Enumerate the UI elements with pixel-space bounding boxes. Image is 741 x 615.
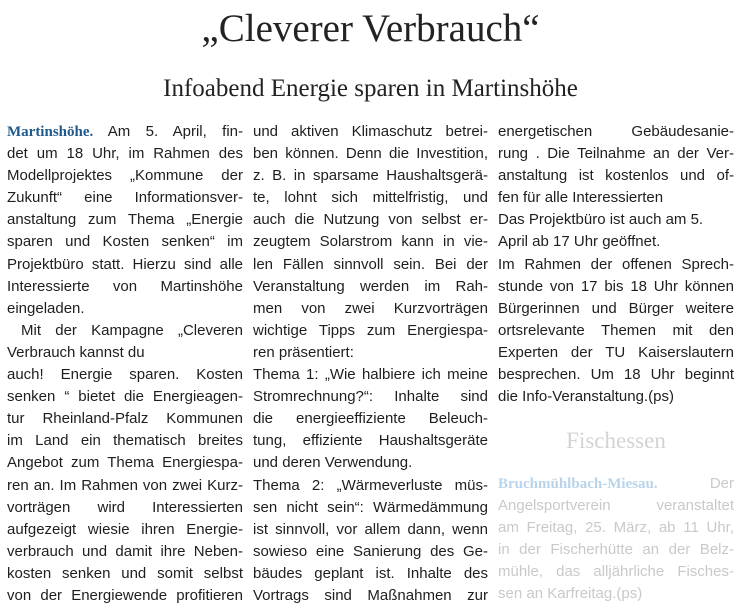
text-line: am Freitag, 25. März, ab 11 Uhr, <box>498 519 734 537</box>
text-line: Thema 1: „Wie halbiere ich meine <box>253 366 488 384</box>
article-column-3 <box>498 121 734 408</box>
text-line: sen nicht sein“: Wärmedämmung <box>253 498 488 516</box>
text-line: im Land ein thematisch breites <box>7 432 243 450</box>
text-line: Thema 2: „Wärmeverluste müs- <box>253 476 488 494</box>
text-line: Projektbüro statt. Hierzu sind alle <box>7 255 243 273</box>
text-line: te, lohnt sich mittelfristig, und <box>253 189 488 207</box>
text-line: Im Rahmen der offenen Sprech- <box>498 255 734 273</box>
text-line: ren an. Im Rahmen von zwei Kurz- <box>7 476 243 494</box>
dateline: Martinshöhe. <box>7 124 94 140</box>
text-line: und aktiven Klimaschutz betrei- <box>253 123 488 140</box>
text-line: auch! Energie sparen. Kosten <box>7 366 243 384</box>
text-line: eingeladen. <box>7 299 85 317</box>
text-line: Verbrauch kannst du <box>7 343 145 361</box>
text-line: tur Rheinland-Pfalz Kommunen <box>7 410 243 428</box>
text-line: von der Energiewende profitieren <box>7 586 243 604</box>
text-line: die energieeffiziente Beleuch- <box>253 410 488 428</box>
text-line: vorträgen wird Interessierten <box>7 498 243 516</box>
text-line: Bürgerinnen und Bürger weitere <box>498 299 734 317</box>
text-line: ben können. Denn die Investition, <box>253 145 488 163</box>
text-line: verbrauch und damit ihre Neben- <box>7 542 243 560</box>
text-line: Vortrags sind Maßnahmen zur <box>253 586 488 604</box>
text-line: bäudes geplant ist. Inhalte des <box>253 564 488 582</box>
text-line: men von zwei Kurzvorträgen <box>253 299 488 317</box>
text-line: kosten senken und somit selbst <box>7 564 243 582</box>
text-line: energetischen Gebäudesanie- <box>498 123 734 140</box>
text-line: aufgezeigt wiesie ihren Energie- <box>7 520 243 538</box>
text-line: Martinshöhe. Am 5. April, fin- <box>7 123 243 140</box>
text-line: Mit der Kampagne „Cleveren <box>21 321 243 339</box>
text-line: sen an Karfreitag.(ps) <box>498 585 643 603</box>
text-line: Stromrechnung?“: Inhalte sind <box>253 388 488 406</box>
article-column-2 <box>253 121 488 607</box>
text-line: mühle, das alljährliche Fisches- <box>498 563 734 581</box>
text-line: Das Projektbüro ist auch am 5. <box>498 211 704 229</box>
text-line: Angelsportverein veranstaltet <box>498 497 734 515</box>
text-line: senken “ bietet die Energieagen- <box>7 388 243 406</box>
next-article-body <box>498 473 734 606</box>
text-line: besprechen. Um 18 Uhr beginnt <box>498 366 734 384</box>
text-line: Modellprojektes „Kommune der <box>7 167 243 185</box>
text-line: stunde von 17 bis 18 Uhr können <box>498 277 734 295</box>
text-line: ortsrelevante Themen mit den <box>498 321 734 339</box>
text-line: ren präsentiert: <box>253 343 354 361</box>
text-line: auch die Nutzung von selbst er- <box>253 211 488 229</box>
article-column-1 <box>7 121 243 607</box>
text-line: det um 18 Uhr, im Rahmen des <box>7 145 243 163</box>
text-line: anstaltung zum Thema „Energie <box>7 211 243 229</box>
text-line: Experten der TU Kaiserslautern <box>498 343 734 361</box>
next-article-title: Fischessen <box>566 428 666 453</box>
text-line: und deren Verwendung. <box>253 454 413 472</box>
text-line: len Fällen sinnvoll sein. Bei der <box>253 255 488 273</box>
text-line: Interessierte von Martinshöhe <box>7 277 243 295</box>
text-line: sparen und Kosten senken“ im <box>7 233 243 251</box>
next-article-dateline: Bruchmühlbach-Miesau. <box>498 476 658 492</box>
text-line: zeugtem Solarstrom kann in vie- <box>253 233 488 251</box>
text-line: Bruchmühlbach-Miesau. Der <box>498 475 734 492</box>
text-line: die Info-Veranstaltung.(ps) <box>498 388 674 406</box>
text-line: Angebot zum Thema Energiespa- <box>7 454 243 472</box>
text-line: Veranstaltung werden im Rah- <box>253 277 488 295</box>
text-line: April ab 17 Uhr geöffnet. <box>498 233 661 251</box>
text-line: z. B. in sparsame Haushaltsgerä- <box>253 167 488 185</box>
text-line: fen für alle Interessierten <box>498 189 664 207</box>
text-line: tung, effiziente Haushaltsgeräte <box>253 432 488 450</box>
subheadline: Infoabend Energie sparen in Martinshöhe <box>163 75 578 102</box>
text-line: in der Fischerhütte an der Belz- <box>498 541 734 559</box>
text-line: ist sinnvoll, vor allem dann, wenn <box>253 520 488 538</box>
text-line: sowieso eine Sanierung des Ge- <box>253 542 488 560</box>
text-line: wichtige Tipps zum Energiespa- <box>253 321 488 339</box>
headline: „Cleverer Verbrauch“ <box>201 7 540 50</box>
text-line: rung . Die Teilnahme an der Ver- <box>498 145 734 163</box>
text-line: Zukunft“ eine Informationsver- <box>7 189 243 207</box>
text-line: anstaltung ist kostenlos und of- <box>498 167 734 185</box>
